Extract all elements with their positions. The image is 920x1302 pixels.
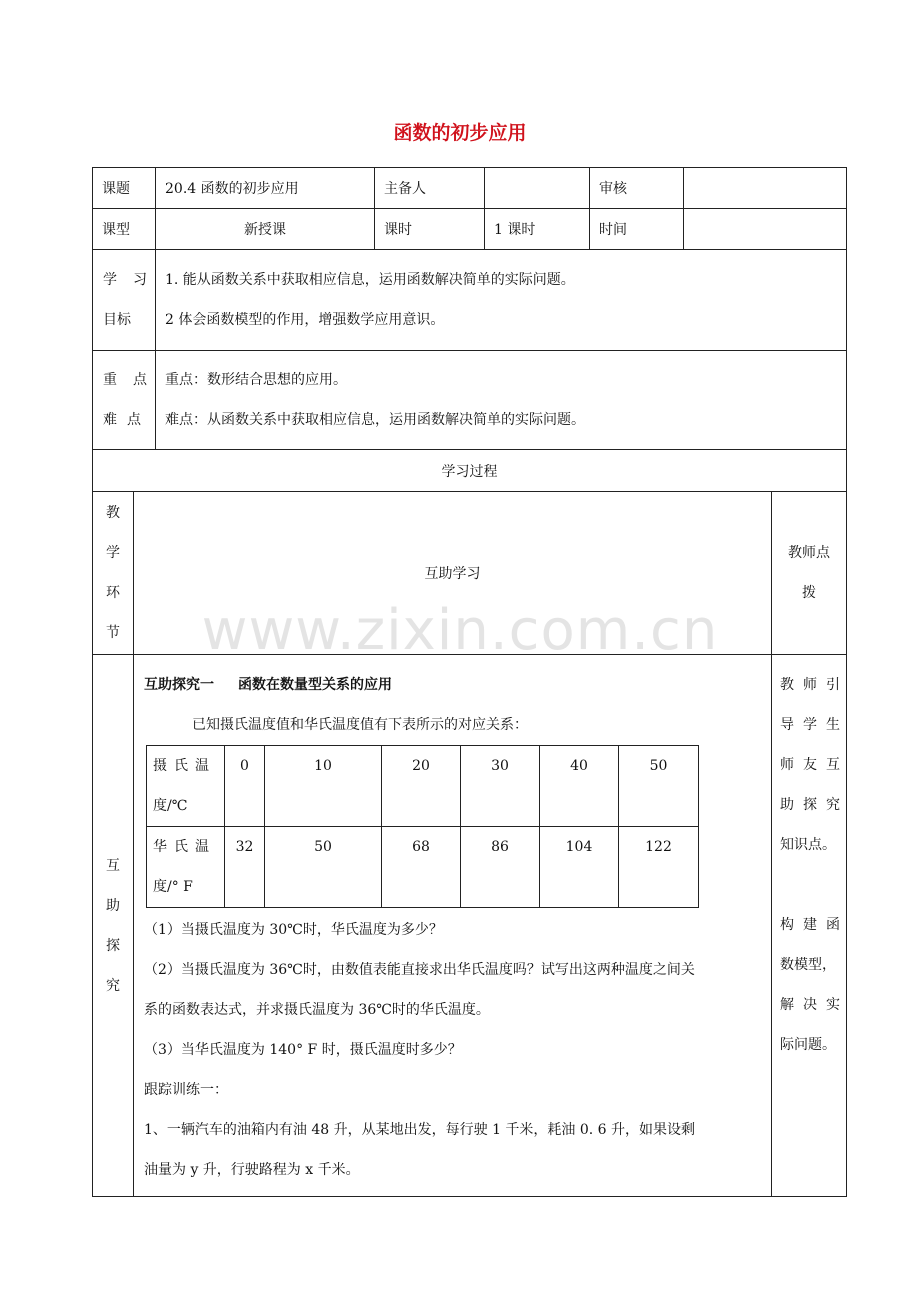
mutual-learning-header: 互助学习 xyxy=(134,492,772,655)
teacher-note-text: 际问题。 xyxy=(780,1037,836,1053)
process-header-row xyxy=(93,492,847,655)
fahrenheit-value: 86 xyxy=(461,827,540,908)
keypoints-content xyxy=(156,351,847,450)
teacher-note-text xyxy=(780,705,840,745)
celsius-value: 40 xyxy=(540,746,619,827)
teacher-note-text: 导 xyxy=(780,717,794,733)
teacher-note-text: 实 xyxy=(826,997,840,1013)
label-review: 审核 xyxy=(590,168,684,209)
process-title: 学习过程 xyxy=(93,450,847,492)
temperature-table xyxy=(146,745,699,908)
fahrenheit-label: 华 氏 温 度/° F xyxy=(147,827,225,908)
explore-intro: 已知摄氏温度值和华氏温度值有下表所示的对应关系： xyxy=(192,717,528,733)
fahrenheit-value: 122 xyxy=(619,827,699,908)
keypoints-label-b: 难 点 xyxy=(103,412,141,428)
teacher-note-text: 学 xyxy=(803,717,817,733)
teacher-note-text xyxy=(780,865,840,905)
fahrenheit-value: 50 xyxy=(265,827,382,908)
teacher-note-text: 助 xyxy=(780,797,794,813)
fahrenheit-value: 104 xyxy=(540,827,619,908)
label-type: 课型 xyxy=(93,209,156,250)
teacher-note-text xyxy=(780,785,840,825)
fahrenheit-value: 68 xyxy=(382,827,461,908)
teacher-note-text: 构 xyxy=(780,917,794,933)
teacher-note-text: 知识点。 xyxy=(780,837,836,853)
review-value xyxy=(684,168,847,209)
explore-content xyxy=(134,655,772,1197)
teacher-note-text: 解 xyxy=(780,997,794,1013)
keypoint-2: 难点：从函数关系中获取相应信息，运用函数解决简单的实际问题。 xyxy=(165,412,585,428)
practice-1b: 油量为 y 升，行驶路程为 x 千米。 xyxy=(144,1162,360,1178)
label-hours: 课时 xyxy=(375,209,485,250)
course-value: 20.4 函数的初步应用 xyxy=(156,168,375,209)
teacher-note-text xyxy=(780,745,840,785)
teacher-note-text: 探 xyxy=(803,797,817,813)
header-row-1 xyxy=(93,168,847,209)
celsius-value: 50 xyxy=(619,746,699,827)
time-value xyxy=(684,209,847,250)
teacher-note-text: 互 xyxy=(826,757,840,773)
practice-1a: 1、一辆汽车的油箱内有油 48 升，从某地出发，每行驶 1 千米，耗油 0. 6 升，如果设剩 xyxy=(144,1122,696,1138)
lesson-plan-table xyxy=(92,167,847,1197)
celsius-row xyxy=(147,746,699,827)
label-time: 时间 xyxy=(590,209,684,250)
teacher-note-text xyxy=(780,905,840,945)
question-2a: （2）当摄氏温度为 36℃时，由数值表能直接求出华氏温度吗？试写出这两种温度之间关 xyxy=(144,962,695,978)
explore-stage: 互 助 探 究 xyxy=(93,655,134,1197)
process-title-row xyxy=(93,450,847,492)
teacher-note-text xyxy=(780,665,840,705)
teacher-note-text: 师 xyxy=(780,757,794,773)
question-3: （3）当华氏温度为 140° F 时，摄氏温度时多少？ xyxy=(144,1042,462,1058)
teacher-note-text xyxy=(780,985,840,1025)
question-1: （1）当摄氏温度为 30℃时，华氏温度为多少？ xyxy=(144,922,443,938)
teacher-note-text: 教 xyxy=(780,677,794,693)
teacher-note-text: 引 xyxy=(826,677,840,693)
celsius-value: 30 xyxy=(461,746,540,827)
objectives-label-b: 目标 xyxy=(103,312,131,328)
celsius-label: 摄 氏 温 度/℃ xyxy=(147,746,225,827)
teacher-notes xyxy=(772,655,847,1197)
teacher-note-text: 函 xyxy=(826,917,840,933)
stage-header: 教 学 环 节 xyxy=(93,492,134,655)
header-row-2 xyxy=(93,209,847,250)
practice-title: 跟踪训练一： xyxy=(144,1082,228,1098)
explore-heading: 互助探究一 函数在数量型关系的应用 xyxy=(144,677,392,693)
keypoints-row xyxy=(93,351,847,450)
keypoints-label-a: 重 点 xyxy=(103,372,147,388)
teacher-note-text: 建 xyxy=(803,917,817,933)
teacher-note-text: 数模型， xyxy=(780,957,836,973)
page-title: 函数的初步应用 xyxy=(393,122,527,144)
hours-value: 1 课时 xyxy=(485,209,590,250)
celsius-value: 0 xyxy=(225,746,265,827)
explore-row xyxy=(93,655,847,1197)
teacher-note-text: 师 xyxy=(803,677,817,693)
keypoint-1: 重点：数形结合思想的应用。 xyxy=(165,372,347,388)
objectives-content xyxy=(156,250,847,351)
fahrenheit-row xyxy=(147,827,699,908)
label-course: 课题 xyxy=(93,168,156,209)
objectives-label xyxy=(93,250,156,351)
watermark: www.zixin.com.cn xyxy=(201,598,719,663)
teacher-note-text: 决 xyxy=(803,997,817,1013)
label-preparer: 主备人 xyxy=(375,168,485,209)
objective-2: 2 体会函数模型的作用，增强数学应用意识。 xyxy=(165,312,445,328)
type-value: 新授课 xyxy=(156,209,375,250)
objective-1: 1. 能从函数关系中获取相应信息，运用函数解决简单的实际问题。 xyxy=(165,272,575,288)
objectives-label-a: 学 习 xyxy=(103,272,147,288)
celsius-value: 20 xyxy=(382,746,461,827)
keypoints-label xyxy=(93,351,156,450)
teacher-guidance-header: 教师点 拨 xyxy=(772,492,847,655)
question-2b: 系的函数表达式，并求摄氏温度为 36℃时的华氏温度。 xyxy=(144,1002,490,1018)
teacher-note-text: 友 xyxy=(803,757,817,773)
celsius-value: 10 xyxy=(265,746,382,827)
teacher-note-text: 生 xyxy=(826,717,840,733)
preparer-value xyxy=(485,168,590,209)
fahrenheit-value: 32 xyxy=(225,827,265,908)
teacher-note-text: 究 xyxy=(826,797,840,813)
objectives-row xyxy=(93,250,847,351)
